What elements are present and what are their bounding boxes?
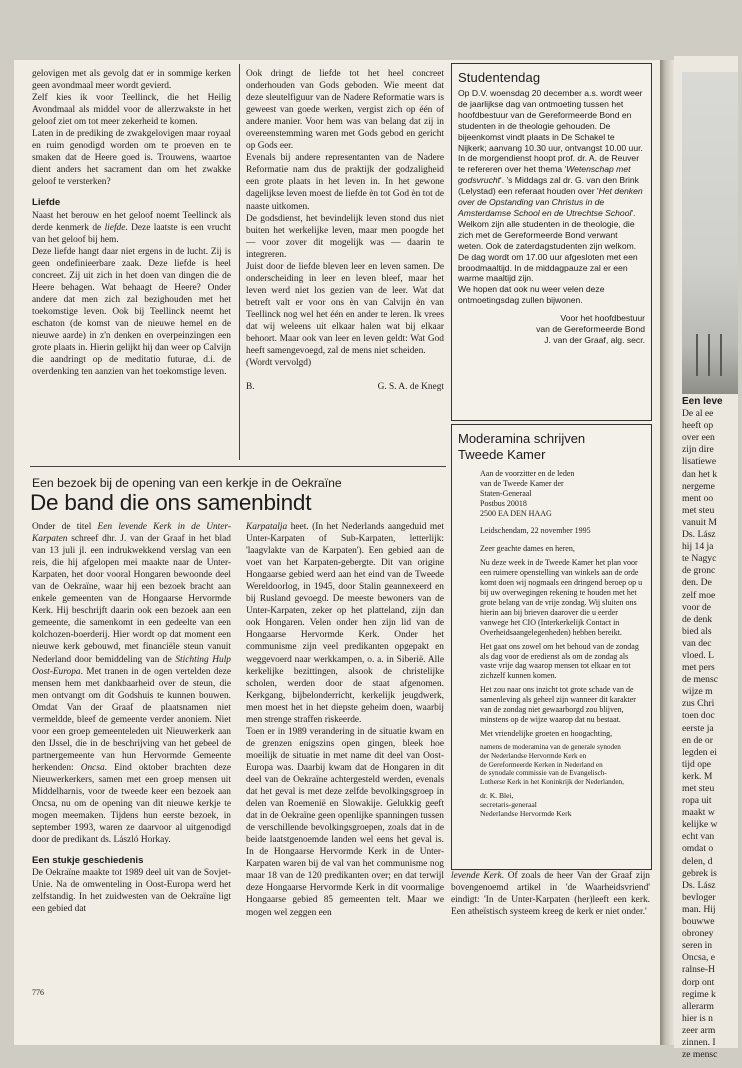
adjacent-line: allerarm [682,1000,714,1012]
adjacent-line: en de or [682,734,713,746]
studentendag-box [451,63,652,421]
paragraph: Toen er in 1989 verandering in de situatie kwam en de grenzen enigszins open gingen, bleek hoe moeilijk de situatie in met name dit deel van Oost-Europa was. Daarbij kwam dat de Hongaren in dit deel van de Oekraïne achtergesteld werden, evenals dat het geval is met deze zelfde bevolkingsgroep in delen van Roemenië en Slowakije. Gelukkig geeft dat in de Oekraïne geen openlijke spanningen tussen de verschillende bevolkingsgroepen, zoals dat in de beide laatstgenoemde landen wel eens het geval is. In de Hongaarse Hervormde Kerk in de Unter-Karpaten waren bij de val van het communisme nog maar 18 van de 120 predikanten over; en dat terwijl deze Hongaarse Hervormde Kerk in dit voormalige Hongaarse gebied 85 gemeenten telt. Maar we mogen wel zeggen een [246,726,444,918]
adjacent-column [682,396,742,1061]
adjacent-page [674,56,738,1061]
page-spine [660,60,674,1045]
letter-signatories: namens de moderamina van de generale synoden der Nederlandse Hervormde Kerk en de Gereformeerde Kerken in Nederland en de synodale commissie van de Evangelisch- Lutherse Kerk in het Koninkrijk der Nederlanden, [480,742,624,787]
paragraph: Juist door de liefde bleven leer en leven samen. De onderscheiding in leer en leven bleef, maar het leven werd niet los gezien van de leer. Wat dat betreft valt er voor ons èn van Calvijn èn van Teellinck nog wel het één en ander te leren. Ik vrees dat wij weleens uit elkaar halen wat bij elkaar behoort. Maar ook van leer en leven geldt: Wat God heeft samengevoegd, zal de mens niet scheiden. [246,261,444,357]
photo-pole [696,334,698,376]
paragraph: Evenals bij andere representanten van de Nadere Reformatie nam dus de praktijk der godzaligheid een grote plaats in het leven in. In het gewone dagelijkse leven moest de liefde èn tot God èn tot de naaste uitkomen. [246,153,444,212]
article-signature: B. G. S. A. de Knegt [246,382,444,393]
subheading-geschiedenis: Een stukje geschiedenis [32,855,144,867]
adjacent-line: ment oo [682,492,714,504]
oekraine-column-1 [32,521,231,916]
letter-address: Aan de voorzitter en de leden van de Tweede Kamer der Staten-Generaal Postbus 20018 2500 EA DEN HAAG [480,469,575,518]
adjacent-line: dan het k [682,468,718,480]
adjacent-photo [682,72,738,394]
article-kicker: Een bezoek bij de opening van een kerkje in de Oekraïne [32,476,342,490]
adjacent-line: kerk. M [682,770,713,782]
studentendag-title: Studentendag [458,70,541,85]
adjacent-heading: Een leve [682,396,723,407]
letter-salutation: Zeer geachte dames en heren, [480,544,575,554]
adjacent-line: maakt w [682,807,715,819]
paragraph: Laten in de prediking de zwakgelovigen maar royaal en ruim genodigd worden om te proeven en te smaken dat de Heere goed is. Trouwens, waartoe dient anders het sacrament dan om het zwakke geloof te versterken? [32,129,231,188]
adjacent-line: zus Chri [682,698,715,710]
paragraph: Zelf kies ik voor Teellinck, die het Heilig Avondmaal als middel voor de allerzwakste in het geloof ziet om tot meer zekerheid te komen. [32,93,231,128]
adjacent-line: zinnen. I [682,1036,716,1048]
adjacent-line: wijze m [682,686,713,698]
adjacent-line: tijd ope [682,758,712,770]
adjacent-line: zelf moe [682,589,716,601]
adjacent-line: heeft op [682,420,714,432]
adjacent-line: den. De [682,577,712,589]
photo-pole [708,334,710,376]
adjacent-line: met steu [682,504,715,516]
adjacent-line: eerste ja [682,722,714,734]
adjacent-line: te Nagyc [682,553,717,565]
paragraph: (Wordt vervolgd) [246,358,312,369]
adjacent-line: van dec [682,637,712,649]
adjacent-line: over een [682,432,715,444]
paragraph: De Oekraïne maakte tot 1989 deel uit van de Sovjet-Unie. Na de omwenteling in Oost-Europa werd het zelfstandig. In het zuidwesten van de Oekraïne ligt een gebied dat [32,868,231,915]
moderamina-title: Moderamina schrijven Tweede Kamer [458,431,586,462]
column-divider [239,64,240,460]
adjacent-line: regime k [682,988,716,1000]
photo-pole [720,334,722,376]
adjacent-line: nergeme [682,480,715,492]
adjacent-line: omdat o [682,843,714,855]
adjacent-line: hier is n [682,1012,713,1024]
adjacent-line: ralnse-H [682,964,716,976]
adjacent-lines [682,408,742,1061]
subheading-liefde: Liefde [32,197,61,209]
adjacent-line: met pers [682,662,715,674]
adjacent-line: ropa uit [682,795,712,807]
adjacent-line: obroney [682,928,714,940]
page-number: 776 [32,988,44,997]
paragraph: Ook dringt de liefde tot het heel concreet onderhouden van Gods geboden. Wie meent dat deze sleutelfiguur van de Nadere Reformatie wars is geweest van goede werken, vergist zich op één of andere manier. Voor hem was van belang dat zij in overeenstemming waren met Gods gebod en gericht op Gods eer. [246,69,444,152]
paragraph: De godsdienst, het bevindelijk leven stond dus niet buiten het werkelijke leven, maar men poogde het — voor zover dit mogelijk was — daarin te integreren. [246,213,444,260]
letter-signer: dr. K. Blei, secretaris-generaal Nederlandse Hervormde Kerk [480,791,572,819]
adjacent-line: bevloger [682,891,716,903]
paragraph: levende Kerk. Of zoals de heer Van der Graaf zijn bovengenoemd artikel in 'de Waarheidsvriend' eindigt: 'In de Unter-Karpaten (her)leeft een kerk. Een atheïstisch systeem kreeg de kerk er niet onder.' [451,871,650,918]
adjacent-line: seren in [682,940,713,952]
adjacent-line: voor de [682,601,712,613]
adjacent-line: dorp ont [682,976,715,988]
adjacent-line: vanuit M [682,516,717,528]
adjacent-line: bouwwe [682,916,715,928]
adjacent-line: delen, d [682,855,713,867]
paragraph: Naast het berouw en het geloof noemt Teellinck als derde kenmerk de liefde. Deze laatste is een vrucht van het geloof bij hem. [32,210,231,245]
adjacent-line: lisatiewe [682,456,717,468]
moderamina-box [451,424,652,870]
top-article-column-2 [246,68,444,393]
paragraph: gelovigen met als gevolg dat er in sommige kerken geen avondmaal meer wordt gevierd. [32,69,231,92]
adjacent-line: bied als [682,625,712,637]
adjacent-line: de mensc [682,674,718,686]
adjacent-line: gebrek is [682,867,717,879]
adjacent-line: Oncsa, e [682,952,716,964]
adjacent-line: hij 14 ja [682,541,714,553]
adjacent-line: echt van [682,831,715,843]
adjacent-line: zijn dire [682,444,714,456]
section-divider [30,466,446,467]
adjacent-line: de denk [682,613,713,625]
adjacent-line: zeer arm [682,1024,716,1036]
adjacent-line: legden ei [682,746,717,758]
paragraph: Onder de titel Een levende Kerk in de Unter-Karpaten schreef dhr. J. van der Graaf in het blad van 13 juli jl. een indrukwekkend verslag van een reis, die hij afgelopen mei maakte naar de Unter-Karpaten, het door vooral Hongaren bewoonde deel van de Oekraïne, waar hij een bezoek bracht aan enkele gemeenten van de Hongaarse Hervormde Kerk. Hij beschrijft daarin ook een bezoek aan een gemeente, die samenkomt in een gedeelte van een kolchozen-boerderij. Hier wordt op dat moment een nieuwe kerk gebouwd, met financiële steun vanuit Nederland door bemiddeling van de Stichting Hulp Oost-Europa. Met tranen in de ogen vertelden deze mensen hem met dankbaarheid over de steun, die men ontvangt om dit Godshuis te kunnen bouwen. Omdat Van der Graaf de plaatsnamen niet vermeldde, bleef de gemeente verder anoniem. Niet voor een groep gemeenteleden uit Nieuwerkerk aan den IJssel, die in de beschrijving van het gebeel de partnergemeente van hun Hervormde Gemeente herkenden: Oncsa. Eind oktober brachten deze Nieuwerkerkers, samen met een groep mensen uit Middelharnis, voor de tweede keer een bezoek aan Oncsa, nu om de opening van dit nieuwe kerkje te mogen meemaken. Tijdens hun eerste bezoek, in september 1993, waren ze daarvoor al uitgenodigd door de predikant ds. László Horkay. [32,522,232,846]
article-headline: De band die ons samenbindt [30,490,312,515]
oekraine-column-2 [246,521,444,919]
adjacent-line: kelijke w [682,819,718,831]
moderamina-letter: Aan de voorzitter en de leden van de Tweede Kamer der Staten-Generaal Postbus 20018 2500 EA DEN HAAG Leidschendam, 22 november 1995 Zeer geachte dames en heren, Nu deze week in de Tweede Kamer het plan voor een ruimere openstelling van winkels aan de orde komt doen wij nogmaals een dringend beroep op u bij uw overwegingen rekening te houden met het grote belang van de vrije zondag. Wij sluiten ons hierin aan bij brieven daarover die u eerder vanwege het CIO (Interkerkelijk Contact in Overheidsaangelegenheden) hebben bereikt. Het gaat ons zowel om het behoud van de zondag als dag voor de eredienst als om de zondag als vaste vrije dag waarop mensen tot elkaar en tot zichzelf kunnen komen. Het zou naar ons inzicht tot grote schade van de samenleving als geheel zijn wanneer dit karakter van de zondag niet gewaarborgd zou blijven, minstens op de wijze waarop dat nu bestaat. Met vriendelijke groeten en hoogachting, namens de moderamina van de generale synoden der Nederlandse Hervormde Kerk en de Gereformeerde Kerken in Nederland en de synodale commissie van de Evangelisch- Lutherse Kerk in het Koninkrijk der Nederlanden, dr. K. Blei, secretaris-generaal Nederlandse Hervormde Kerk [452,463,651,818]
letter-date: Leidschendam, 22 november 1995 [480,525,591,535]
adjacent-line: Ds. Lász [682,529,716,541]
studentendag-body: Op D.V. woensdag 20 december a.s. wordt weer de jaarlijkse dag van ontmoeting tussen het hoofdbestuur van de Gereformeerde Bond en studenten in de theologie gehouden. De bijeenkomst vindt plaats in De Schakel te Nijkerk; aanvang 10.30 uur, ontvangst 10.00 uur. In de morgendienst hoopt prof. dr. A. de Reuver te refereren over het thema 'Wetenschap met godsvrucht'. 's Middags zal dr. G. van den Brink (Lelystad) een referaat houden over 'Het denken over de Opstanding van Christus in de Amsterdamse School en de Utrechtse School'. Welkom zijn alle studenten in de theologie, die zich met de Gereformeerde Bond verwant weten. Ook de zaterdagstudenten zijn welkom. De dag wordt om 17.00 uur afgesloten met een broodmaaltijd. In de middagpauze zal er een warme maaltijd zijn. We hopen dat ook nu weer velen deze ontmoetingsdag zullen bijwonen. Voor het hoofdbestuur van de Gereformeerde Bond J. van der Graaf, alg. secr. [458,88,645,345]
adjacent-line: De al ee [682,408,714,420]
adjacent-line: ze mensc [682,1049,718,1061]
adjacent-line: toen doc [682,710,715,722]
oekraine-column-3 [451,870,650,918]
adjacent-line: Ds. Lász [682,879,716,891]
adjacent-line: man. Hij [682,903,716,915]
studentendag-signature: Voor het hoofdbestuur [560,313,645,324]
adjacent-line: de gronc [682,565,716,577]
top-article-column-1 [32,68,231,378]
adjacent-line: met steu [682,783,715,794]
paragraph: Deze liefde hangt daar niet ergens in de lucht. Zij is geen ondefinieerbare zaak. Deze liefde is heel concreet. Zij uit zich in het doen van dingen die de Heere behagen. Wat behaagt de Heere? Onder andere dat men zich zal bezighouden met het toekomstige leven. Ook bij Teellinck neemt het eschaton (de komst van de nieuwe hemel en de nieuwe aarde) in z'n denken en overpeinzingen een grote plaats in. Hierin gelijkt hij dan weer op Calvijn die aandringt op de meditatio futurae, d.i. de overdenking ten aanzien van het toekomstige leven. [32,246,231,378]
paragraph: Karpatalja heet. (In het Nederlands aangeduid met Unter-Karpaten of Sub-Karpaten, letterlijk: 'laagvlakte van de Karpaten'). Een gebied aan de voet van het Karpaten-gebergte. Dit van origine Hongaarse gebied werd aan het eind van de Tweede Wereldoorlog, in 1945, door Stalin geannexeerd en bij Rusland gevoegd. De meeste bewoners van de Unter-Karpaten, zeker op het platteland, zijn dan ook Hongaren. Velen onder hen zijn lid van de Hongaarse Hervormde Kerk. Onder het communisme zijn veel predikanten opgepakt en weggevoerd naar werkkampen, o. a. in Siberië. Alle kerkelijke bezittingen, alsook de christelijke scholen, werden door de staat afgenomen. Kerkgang, bijbelonderricht, kerkelijk jeugdwerk, men moest het in het diepste geheim doen, waarbij men strenge straffen riskeerde. [246,522,444,725]
adjacent-line: vloed. L [682,649,714,661]
